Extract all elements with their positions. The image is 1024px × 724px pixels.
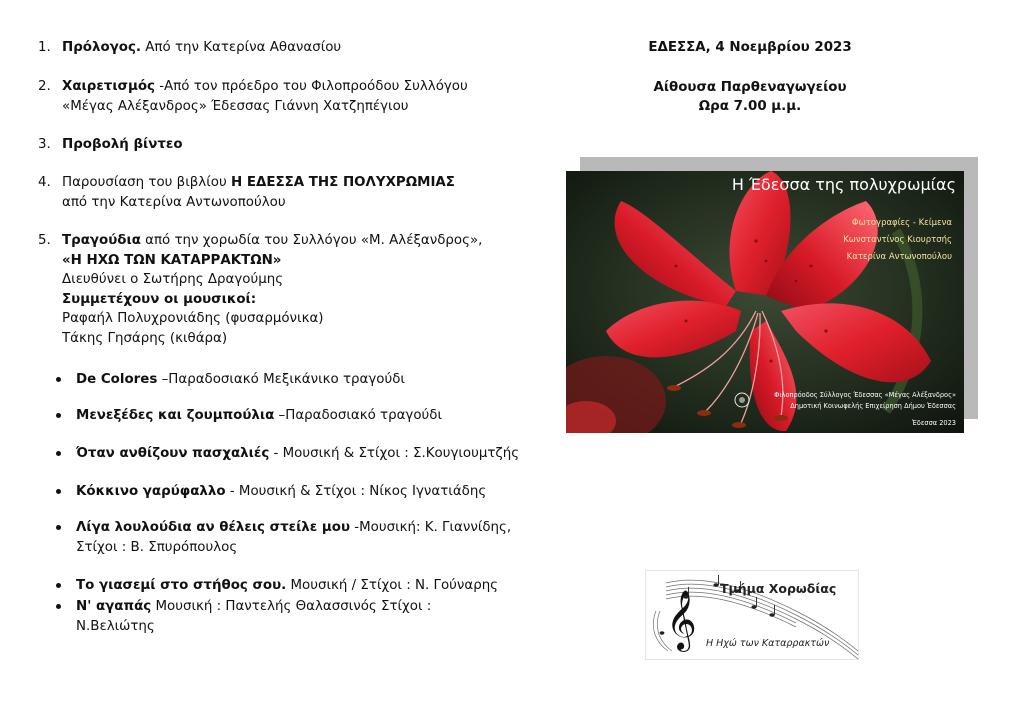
text: από την Κατερίνα Αντωνοπούλου [62, 194, 286, 210]
text-line [62, 38, 508, 58]
song-text [76, 482, 516, 502]
text-line [62, 309, 508, 329]
bold-text: Πρόλογος. [62, 40, 142, 55]
bold-text: Όταν ανθίζουν πασχαλιές [76, 446, 270, 461]
choir-logo-subtitle: Η Ηχώ των Καταρρακτών [706, 638, 830, 649]
bullet-icon [56, 377, 61, 382]
event-venue: Αίθουσα Παρθεναγωγείου [653, 79, 847, 95]
event-date: ΕΔΕΣΣΑ, 4 Νοεμβρίου 2023 [648, 40, 852, 55]
text-line [76, 482, 516, 502]
text-line [62, 231, 508, 251]
book-credit-line: Κατερίνα Αντωνοπούλου [846, 252, 952, 262]
bullet-icon [56, 413, 61, 418]
bold-text: Συμμετέχουν οι μουσικοί: [62, 291, 257, 307]
text-line [76, 406, 516, 426]
book-credit-line: Φωτογραφίες - Κείμενα [851, 218, 952, 228]
text: - Μουσική & Στίχοι : Σ.Κουγιουμτζής [269, 446, 520, 461]
text: Στίχοι : Β. Σπυρόπουλος [76, 539, 238, 555]
program-item-number: 5. [38, 233, 51, 248]
program-item-number: 3. [38, 137, 51, 152]
song-text [76, 518, 516, 557]
text-line [62, 251, 508, 271]
text-line [76, 370, 516, 390]
bold-text: Προβολή βίντεο [62, 137, 183, 152]
event-details [560, 38, 940, 117]
text: Τάκης Γησάρης (κιθάρα) [62, 330, 228, 346]
program-item-text [62, 231, 508, 348]
program-item-number: 2. [38, 79, 51, 94]
bold-text: De Colores [76, 372, 158, 387]
text-line [62, 97, 508, 117]
text-line [62, 270, 508, 290]
bold-text: Κόκκινο γαρύφαλλο [76, 484, 226, 499]
bullet-icon [56, 604, 61, 609]
book-footer [716, 390, 956, 412]
book-credit-line: Κωνσταντίνος Κιουρτσής [843, 235, 952, 245]
text-line [62, 77, 508, 97]
text-line [62, 329, 508, 349]
bold-text: Λίγα λουλούδια αν θέλεις στείλε μου [76, 520, 350, 535]
book-footer-line: Δημοτική Κοινωφελής Επιχείρηση Δήμου Έδεσσας [790, 402, 956, 410]
text: –Παραδοσιακό τραγούδι [274, 408, 443, 423]
book-footer-line: Φιλοπρόοδος Σύλλογος Έδεσσας «Μέγας Αλέξανδρος» [774, 391, 956, 399]
text: Παρουσίαση του βιβλίου [62, 175, 231, 190]
text: Από την Κατερίνα Αθανασίου [141, 40, 342, 55]
text-line [62, 135, 508, 155]
bold-text: Χαιρετισμός [62, 79, 155, 94]
text: -Μουσική: Κ. Γιαννίδης, [350, 520, 512, 535]
bold-text: Τραγούδια [62, 233, 141, 248]
bullet-icon [56, 583, 61, 588]
book-cover [566, 171, 964, 433]
text-line [76, 538, 516, 558]
bullet-icon [56, 525, 61, 530]
text: –Παραδοσιακό Μεξικάνικο τραγούδι [157, 372, 405, 387]
program-item-number: 4. [38, 175, 51, 190]
program-item-text [62, 173, 508, 212]
bold-text: «Η ΗΧΩ ΤΩΝ ΚΑΤΑΡΡΑΚΤΩΝ» [62, 252, 282, 268]
text: Μουσική / Στίχοι : Ν. Γούναρης [286, 578, 499, 593]
text-line [76, 617, 516, 637]
song-text [76, 370, 516, 390]
book-credits [732, 215, 952, 266]
bold-text: Η ΕΔΕΣΣΑ ΤΗΣ ΠΟΛΥΧΡΩΜΙΑΣ [230, 175, 455, 190]
text-line [76, 518, 516, 538]
bullet-icon [56, 489, 61, 494]
text: Ραφαήλ Πολυχρονιάδης (φυσαρμόνικα) [62, 311, 324, 326]
text: Μουσική : Παντελής Θαλασσινός Στίχοι : [151, 599, 432, 614]
song-text [76, 406, 516, 426]
text: «Μέγας Αλέξανδρος» Έδεσσας Γιάννη Χατζηπέγιου [62, 98, 409, 114]
text-line [76, 576, 516, 596]
text: - Μουσική & Στίχοι : Νίκος Ιγνατιάδης [225, 484, 487, 499]
program-item-number: 1. [38, 40, 51, 55]
bold-text: Ν' αγαπάς [76, 599, 152, 614]
text-line [76, 597, 516, 617]
book-year: Έδεσσα 2023 [911, 419, 956, 427]
text-line [76, 444, 520, 464]
choir-logo [645, 570, 859, 660]
song-text [76, 597, 516, 636]
bold-text: Το γιασεμί στο στήθος σου. [76, 578, 287, 593]
bullet-icon [56, 451, 61, 456]
text: -Από τον πρόεδρο του Φιλοπροόδου Συλλόγου [154, 79, 468, 94]
text-line [62, 173, 508, 193]
program-item-text [62, 77, 508, 116]
bold-text: Μενεξέδες και ζουμπούλια [76, 408, 275, 423]
song-text [76, 444, 520, 464]
text: Διευθύνει ο Σωτήρης Δραγούμης [62, 272, 284, 287]
choir-logo-title: Τμήμα Χορωδίας [720, 581, 837, 596]
program-item-text [62, 38, 508, 58]
text-line [62, 290, 508, 310]
event-time: Ωρα 7.00 μ.μ. [698, 99, 802, 114]
text: από την χορωδία του Συλλόγου «Μ. Αλέξανδρος», [140, 233, 483, 248]
song-text [76, 576, 516, 596]
book-title: Η Έδεσσα της πολυχρωμίας [731, 175, 956, 194]
svg-text:𝄞: 𝄞 [666, 590, 697, 650]
text-line [62, 193, 508, 213]
program-item-text [62, 135, 508, 155]
text: Ν.Βελιώτης [76, 618, 155, 634]
